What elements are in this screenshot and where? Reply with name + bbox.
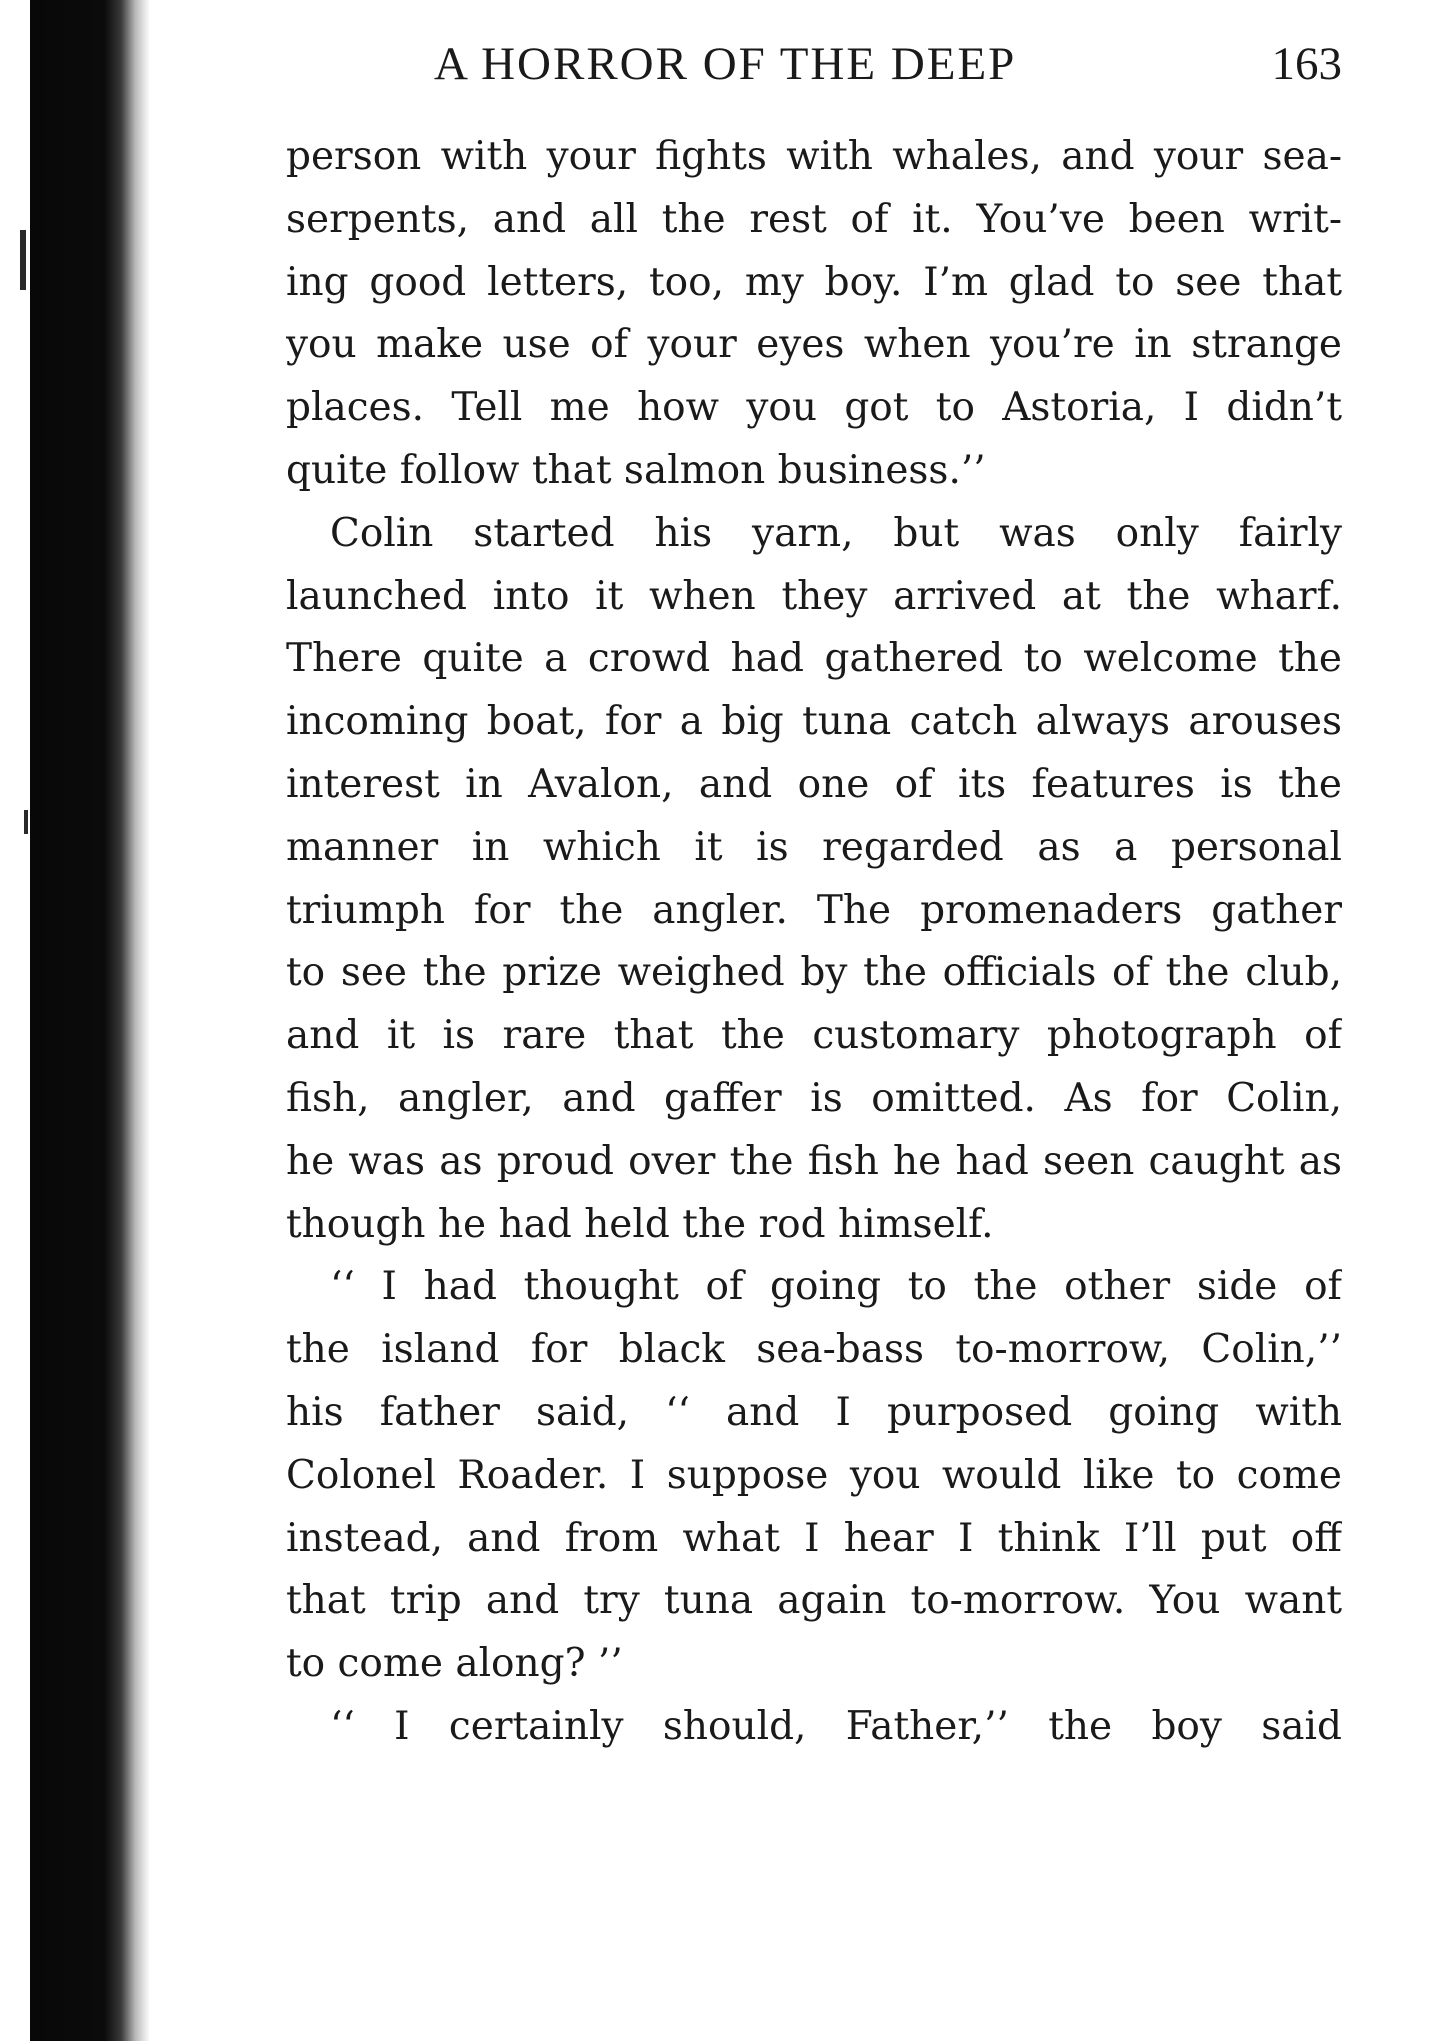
page-number: 163 <box>1271 38 1342 90</box>
text-line: he was as proud over the fish he had seen caught as <box>286 1138 1342 1184</box>
text-line: serpents, and all the rest of it. You’ve been writ- <box>286 196 1342 242</box>
text-line: There quite a crowd had gathered to welcome the <box>286 636 1342 682</box>
text-line: his father said, ‘‘ and I purposed going with <box>286 1389 1342 1435</box>
gutter-speck <box>20 230 26 290</box>
text-line: that trip and try tuna again to-morrow. You want <box>286 1578 1342 1624</box>
text-line: to come along? ’’ <box>286 1641 623 1687</box>
text-line: launched into it when they arrived at the wharf. <box>286 573 1342 619</box>
text-line: though he had held the rod himself. <box>286 1201 994 1247</box>
text-line: manner in which it is regarded as a personal <box>286 824 1342 870</box>
running-head-title: A HORROR OF THE DEEP <box>434 38 1017 90</box>
text-line: fish, angler, and gaffer is omitted. As for Colin, <box>286 1075 1342 1121</box>
text-line: ing good letters, too, my boy. I’m glad to see that <box>286 259 1342 305</box>
text-line: places. Tell me how you got to Astoria, I didn’t <box>286 385 1342 431</box>
text-line: person with your fights with whales, and your sea- <box>286 134 1342 179</box>
text-line: to see the prize weighed by the officials of the club, <box>286 950 1342 996</box>
gutter-speck <box>24 810 28 834</box>
text-line: Colonel Roader. I suppose you would like to come <box>286 1452 1342 1498</box>
text-line: Colin started his yarn, but was only fairly <box>330 510 1342 556</box>
text-line: the island for black sea-bass to-morrow, Colin,’’ <box>286 1327 1342 1373</box>
text-line: ‘‘ I had thought of going to the other side of <box>330 1264 1342 1310</box>
text-line: ‘‘ I certainly should, Father,’’ the boy said <box>330 1703 1342 1749</box>
body-text <box>286 126 1342 1759</box>
scanned-binding-shadow <box>30 0 150 2041</box>
text-line: instead, and from what I hear I think I’ll put off <box>286 1515 1342 1561</box>
text-line: and it is rare that the customary photograph of <box>286 1013 1342 1059</box>
text-line: triumph for the angler. The promenaders gather <box>286 887 1342 933</box>
text-line: you make use of your eyes when you’re in strange <box>286 322 1342 368</box>
running-header <box>286 34 1342 94</box>
text-line: incoming boat, for a big tuna catch always arouses <box>286 699 1342 745</box>
text-line: interest in Avalon, and one of its features is the <box>286 761 1342 807</box>
text-line: quite follow that salmon business.’’ <box>286 447 986 493</box>
